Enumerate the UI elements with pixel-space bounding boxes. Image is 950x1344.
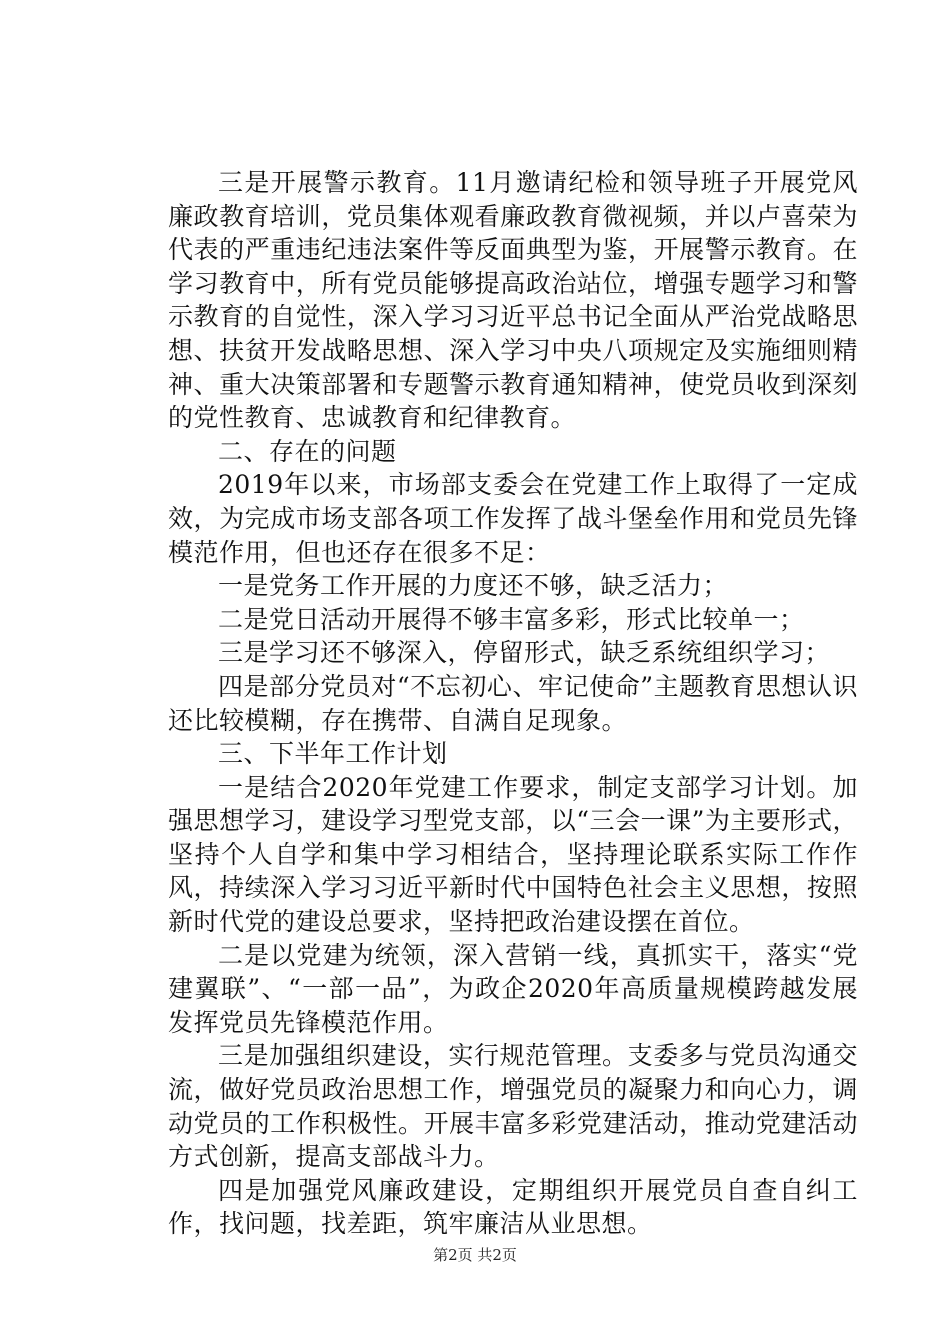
paragraph-warning-education: 三是开展警示教育。11月邀请纪检和领导班子开展党风廉政教育培训，党员集体观看廉政教育微视频，并以卢喜荣为代表的严重违纪违法案件等反面典型为鉴，开展警示教育。在学习教育中，所有党员能够提高政治站位，增强专题学习和警示教育的自觉性，深入学习习近平总书记全面从严治党战略思想、扶贫开发战略思想、深入学习中央八项规定及实施细则精神、重大决策部署和专题警示教育通知精神，使党员收到深刻的党性教育、忠诚教育和纪律教育。 (168, 168, 858, 433)
page-footer: 第2页 共2页 (433, 1246, 517, 1264)
paragraph-plan-3: 三是加强组织建设，实行规范管理。支委多与党员沟通交流，做好党员政治思想工作，增强党员的凝聚力和向心力，调动党员的工作积极性。开展丰富多彩党建活动，推动党建活动方式创新，提高支部战斗力。 (168, 1041, 858, 1172)
paragraph-plan-4: 四是加强党风廉政建设，定期组织开展党员自查自纠工作，找问题，找差距，筑牢廉洁从业思想。 (168, 1175, 858, 1239)
paragraph-problem-4: 四是部分党员对“不忘初心、牢记使命”主题教育思想认识还比较模糊，存在携带、自满自足现象。 (168, 671, 858, 735)
paragraph-problem-1: 一是党务工作开展的力度还不够，缺乏活力； (218, 571, 729, 601)
heading-existing-problems: 二、存在的问题 (218, 436, 397, 466)
paragraph-problem-3: 三是学习还不够深入，停留形式，缺乏系统组织学习； (218, 638, 831, 668)
heading-work-plan: 三、下半年工作计划 (218, 739, 448, 769)
paragraph-plan-2: 二是以党建为统领，深入营销一线，真抓实干，落实“党建翼联”、“一部一品”，为政企2020年高质量规模跨越发展发挥党员先锋模范作用。 (168, 940, 858, 1037)
paragraph-plan-1: 一是结合2020年党建工作要求，制定支部学习计划。加强思想学习，建设学习型党支部，以“三会一课”为主要形式，坚持个人自学和集中学习相结合，坚持理论联系实际工作作风，持续深入学习习近平新时代中国特色社会主义思想，按照新时代党的建设总要求，坚持把政治建设摆在首位。 (168, 772, 858, 937)
document-body (168, 166, 858, 1241)
paragraph-problem-2: 二是党日活动开展得不够丰富多彩，形式比较单一； (218, 604, 805, 634)
paragraph-achievements-intro: 2019年以来，市场部支委会在党建工作上取得了一定成效，为完成市场支部各项工作发挥了战斗堡垒作用和党员先锋模范作用，但也还存在很多不足： (168, 470, 858, 567)
